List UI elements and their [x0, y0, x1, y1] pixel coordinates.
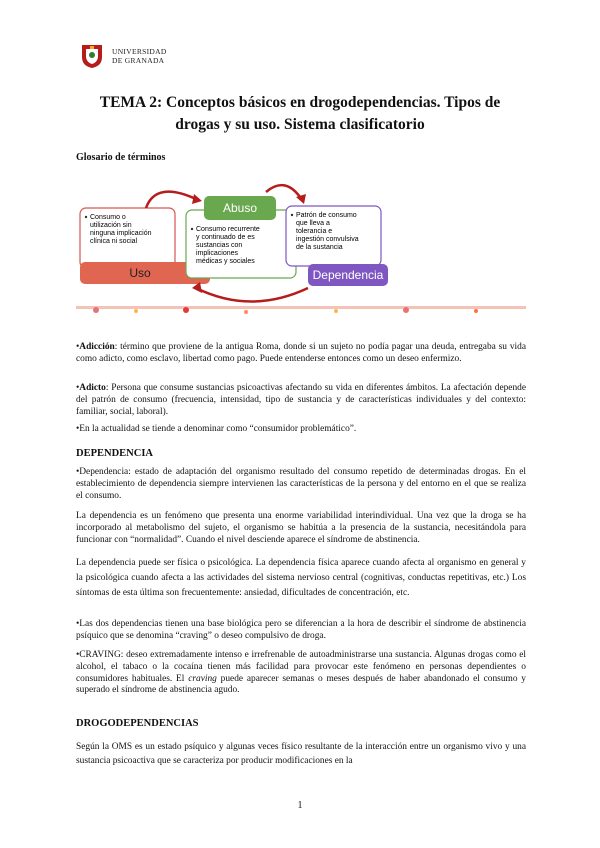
uso-bullet-1: Consumo o	[90, 214, 126, 221]
adicto-definition: •Adicto: Persona que consume sustancias psicoactivas afectando su vida en diferentes ámbitos. La afectación depende del patrón de consumo (frecuencia, intensidad, tipo de sustancia y de características individuales y del contexto: familiar, social, laboral).	[76, 383, 526, 417]
logo-line1: UNIVERSIDAD	[112, 47, 167, 56]
uso-abuso-dependencia-diagram	[76, 170, 526, 320]
uso-label: Uso	[129, 266, 151, 280]
adiccion-term: Adicción	[79, 342, 115, 352]
abuso-label: Abuso	[222, 201, 258, 215]
craving-text-a: •CRAVING: deseo extremadamente intenso e irrefrenable de autoadministrarse una sustancia. Algunas drogas como el alcohol, el tabaco o la cocaína tienen más facilidad para provocar este fenómeno en personas dependientes o consumidores habituales. El	[76, 650, 526, 684]
university-logo	[78, 42, 167, 70]
page-number: 1	[297, 800, 303, 811]
abuso-bullet-4: implicaciones	[196, 250, 239, 257]
uso-bullet-3: ninguna implicación	[90, 230, 152, 237]
abuso-bullet-5: médicas y sociales	[196, 258, 255, 265]
dependencia-p4: •Las dos dependencias tienen una base biológica pero se diferencian a la hora de describir el síndrome de abstinencia psíquico que se denomina “craving” o deseo compulsivo de droga.	[76, 619, 526, 641]
dependencia-p3: La dependencia puede ser física o psicológica. La dependencia física aparece cuando afecta al organismo en general y la psicológica cuando afecta a las actividades del sistema nervioso central (cognitivas, conductas repetitivas, etc.) Los síntomas de esta última son frecuentemente: ansiedad, dificultades de concentración, etc.	[76, 558, 526, 598]
drogodependencias-heading: DROGODEPENDENCIAS	[76, 718, 199, 729]
dependencia-label: Dependencia	[312, 268, 384, 282]
dependencia-p1: •Dependencia: estado de adaptación del organismo resultado del consumo repetido de determinadas drogas. En el establecimiento de dependencia siempre intervienen las características de la persona y del entorno en el que se realiza el consumo.	[76, 467, 526, 501]
dependencia-bullet-3: tolerancia e	[296, 228, 333, 235]
abuso-bullet-3: sustancias con	[196, 242, 243, 249]
glossary-heading: Glosario de términos	[76, 152, 166, 163]
arrow-uso-abuso	[146, 192, 198, 208]
craving-definition	[76, 650, 526, 697]
logo-line2: DE GRANADA	[112, 56, 165, 65]
abuso-bullet-1: Consumo recurrente	[196, 226, 260, 233]
adicto-text: : Persona que consume sustancias psicoactivas afectando su vida en diferentes ámbitos. La afectación depende del patrón de consumo (frecuencia, intensidad, tipo de sustancia y de características individuales y del contexto: familiar, social, laboral).	[76, 383, 526, 417]
decorative-dots	[76, 306, 526, 314]
uso-bullet-2: utilización sin	[90, 222, 132, 229]
page-title	[60, 92, 540, 136]
arrow-return	[196, 288, 308, 302]
adiccion-text: : término que proviene de la antigua Roma, donde si un sujeto no podía pagar una deuda, entregaba su vida como adicto, como esclavo, libertad como pago. Puede entenderse entonces como un deseo enfermizo.	[76, 342, 526, 364]
dependencia-p2: La dependencia es un fenómeno que presenta una enorme variabilidad interindividual. Una vez que la droga se ha incorporado al metabolismo del sujeto, el organismo se habitúa a la presencia de la sustancia, necesitándola para funcionar con “normalidad”. Cuando el nivel desciende aparece el síndrome de abstinencia.	[76, 511, 526, 545]
craving-text-c: puede aparecer semanas o meses después de haber abandonado el consumo y superado el síndrome de abstinencia agudo.	[76, 673, 526, 696]
adicto-term: Adicto	[79, 383, 106, 393]
dependencia-bullet-4: ingestión convulsiva	[296, 236, 359, 243]
dependencia-heading: DEPENDENCIA	[76, 448, 154, 459]
drogodependencias-p1: Según la OMS es un estado psíquico y algunas veces físico resultante de la interacción entre un organismo vivo y una sustancia psicoactiva que se caracteriza por producir modificaciones en la	[76, 742, 526, 766]
uso-bullet-4: clínica ni social	[90, 238, 138, 245]
dependencia-bullet-2: que lleva a	[296, 220, 330, 227]
title-line2: drogas y su uso. Sistema clasificatorio	[175, 116, 425, 133]
granada-crest-icon	[78, 42, 106, 70]
abuso-bullet-2: y continuado de es	[196, 234, 255, 241]
actualidad-note: •En la actualidad se tiende a denominar como “consumidor problemático”.	[76, 424, 357, 434]
dependencia-bullet-5: de la sustancia	[296, 244, 343, 251]
dependencia-bullet-1: Patrón de consumo	[296, 212, 357, 219]
adiccion-definition: •Adicción: término que proviene de la antigua Roma, donde si un sujeto no podía pagar una deuda, entregaba su vida como adicto, como esclavo, libertad como pago. Puede entenderse entonces como un deseo enfermizo.	[76, 342, 526, 364]
craving-italic: craving	[188, 673, 217, 684]
title-line1: TEMA 2: Conceptos básicos en drogodependencias. Tipos de	[99, 94, 501, 111]
